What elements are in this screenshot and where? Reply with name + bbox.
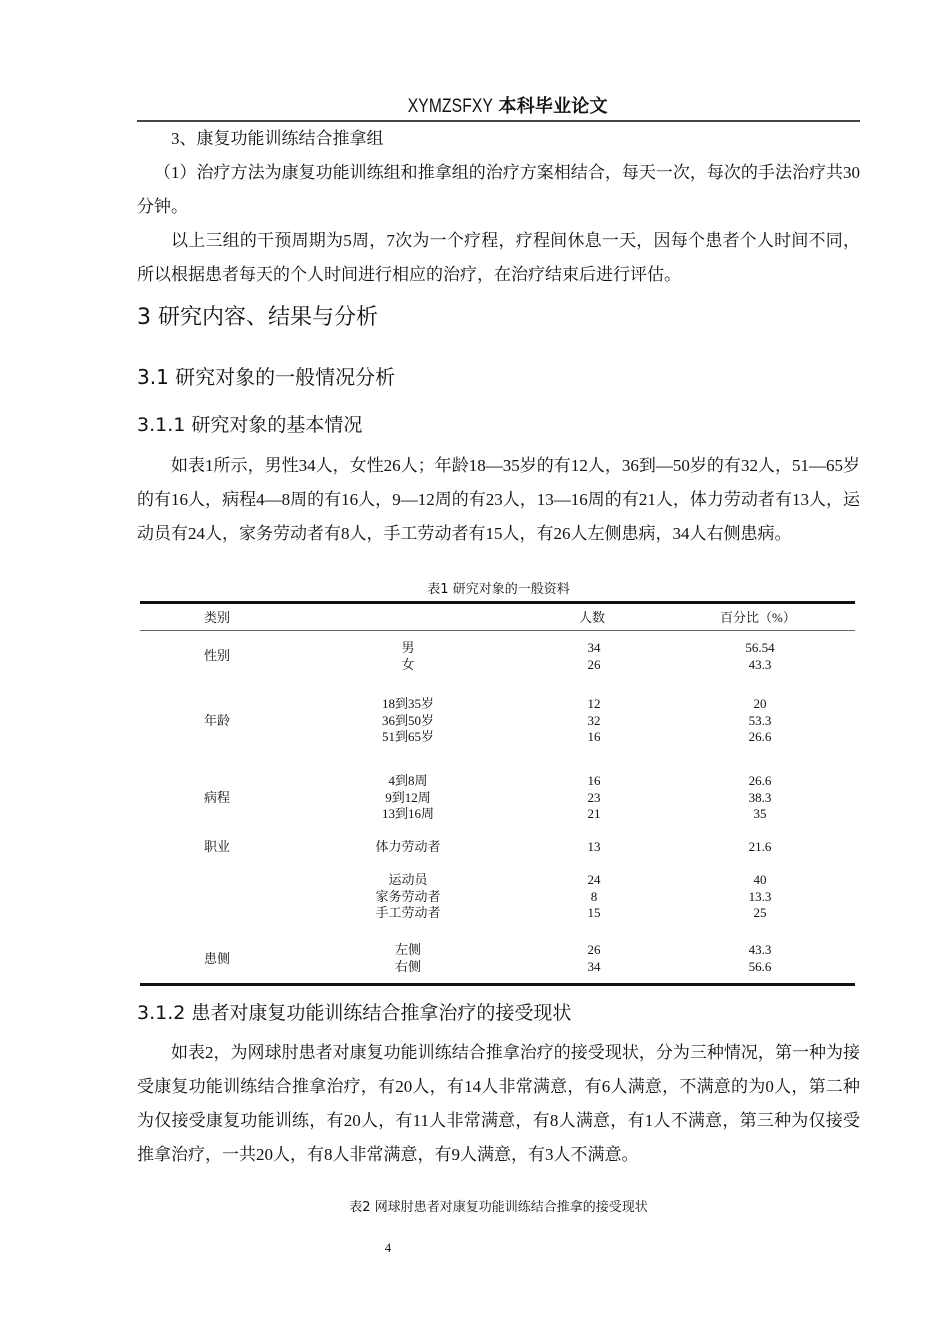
item-cell: 左侧	[394, 942, 421, 957]
section-intro	[137, 122, 860, 292]
percent-cell: 56.54	[745, 640, 775, 655]
percent-cell: 53.3	[748, 712, 772, 728]
count-column	[554, 942, 634, 975]
item-cell: 9到12周	[385, 789, 431, 805]
percent-column	[710, 839, 810, 856]
percent-column	[710, 872, 810, 922]
paragraph-text: 如表1所示，男性34人，女性26人；年龄18—35岁的有12人，36到—50岁的有32人，51—65岁的有16人，病程4—8周的有16人，9—12周的有23人，13—16周的有21人，体力劳动者有13人，运动员有24人，家务劳动者有8人，手工劳动者有15人，有26人左侧患病，34人右侧患病。	[137, 456, 860, 543]
percent-cell: 40	[753, 872, 767, 887]
table-top-rule	[140, 601, 855, 604]
header-category: 类别	[204, 610, 231, 625]
heading-section-3-1-1: 3.1.1 研究对象的基本情况	[137, 414, 363, 436]
table2-caption: 表2 网球肘患者对康复功能训练结合推拿的接受现状	[349, 1200, 648, 1215]
percent-cell: 20	[753, 696, 767, 711]
percent-column	[710, 696, 810, 746]
category-label: 性别	[204, 648, 231, 663]
count-cell: 23	[587, 789, 601, 805]
percent-cell: 26.6	[748, 773, 772, 788]
item-cell: 女	[401, 656, 415, 672]
header-percent: 百分比（%）	[720, 610, 796, 625]
count-cell: 16	[587, 773, 601, 788]
paragraph-text: 如表2，为网球肘患者对康复功能训练结合推拿治疗的接受现状，分为三种情况，第一种为接受康复功能训练结合推拿治疗，有20人，有14人非常满意，有6人满意，不满意的为0人，第二种为仅接受康复功能训练，有20人，有11人非常满意，有8人满意，有1人不满意，第三种为仅接受推拿治疗，一共20人，有8人非常满意，有9人满意，有3人不满意。	[137, 1043, 860, 1164]
header-count: 人数	[579, 610, 606, 625]
header-latin: XYMZSFXY	[408, 96, 494, 117]
heading-section-3-1: 3.1 研究对象的一般情况分析	[137, 365, 396, 389]
count-cell: 32	[587, 712, 601, 728]
item-cell: 手工劳动者	[375, 905, 441, 920]
item-cell: 4到8周	[388, 773, 428, 788]
item-column	[348, 872, 468, 922]
item-cell: 运动员	[388, 872, 428, 887]
item-cell: 13到16周	[381, 806, 434, 821]
percent-cell: 43.3	[748, 942, 772, 957]
count-cell: 12	[587, 696, 601, 711]
header-title: 本科毕业论文	[498, 96, 608, 117]
item-cell: 右侧	[394, 958, 421, 974]
count-cell: 26	[587, 942, 601, 957]
item-column	[348, 696, 468, 746]
category-label: 病程	[204, 790, 231, 805]
count-column	[554, 640, 634, 673]
item-cell: 家务劳动者	[375, 888, 441, 904]
count-cell: 34	[587, 640, 601, 655]
percent-cell: 26.6	[748, 729, 772, 744]
table1-caption: 表1 研究对象的一般资料	[427, 582, 570, 597]
item-paragraph: （1）治疗方法为康复功能训练组和推拿组的治疗方案相结合，每天一次，每次的手法治疗共30分钟。	[137, 163, 860, 216]
category-label: 职业	[204, 839, 231, 854]
item-column	[348, 942, 468, 975]
page-number: 4	[384, 1240, 392, 1255]
count-cell: 24	[587, 872, 601, 887]
item-column	[348, 773, 468, 823]
heading-section-3-1-2: 3.1.2 患者对康复功能训练结合推拿治疗的接受现状	[137, 1002, 572, 1024]
count-column	[554, 696, 634, 746]
count-cell: 16	[587, 729, 601, 744]
percent-cell: 43.3	[748, 656, 772, 672]
count-cell: 26	[587, 656, 601, 672]
percent-column	[710, 942, 810, 975]
running-header	[137, 92, 860, 121]
item-cell: 51到65岁	[381, 729, 434, 744]
percent-cell: 35	[753, 806, 767, 821]
percent-cell: 38.3	[748, 789, 772, 805]
item-cell: 男	[401, 640, 415, 655]
item-cell: 体力劳动者	[375, 839, 441, 854]
percent-column	[710, 773, 810, 823]
percent-column	[710, 640, 810, 673]
table-header-rule	[140, 630, 855, 631]
count-cell: 8	[590, 888, 598, 904]
category-label: 年龄	[204, 713, 231, 728]
heading-section-3: 3 研究内容、结果与分析	[137, 305, 378, 330]
count-cell: 15	[587, 905, 601, 920]
count-cell: 34	[587, 958, 601, 974]
summary-paragraph: 以上三组的干预周期为5周，7次为一个疗程，疗程间休息一天，因每个患者个人时间不同，所以根据患者每天的个人时间进行相应的治疗，在治疗结束后进行评估。	[137, 231, 860, 284]
percent-cell: 25	[753, 905, 767, 920]
table-bottom-rule	[140, 983, 855, 986]
percent-cell: 21.6	[748, 839, 772, 854]
paragraph-basic-info	[137, 449, 860, 551]
item-column	[348, 640, 468, 673]
paragraph-acceptance	[137, 1036, 860, 1172]
item-cell: 18到35岁	[381, 696, 434, 711]
item-title: 3、康复功能训练结合推拿组	[171, 129, 384, 148]
count-cell: 21	[587, 806, 601, 821]
item-cell: 36到50岁	[381, 712, 434, 728]
count-column	[554, 773, 634, 823]
percent-cell: 13.3	[748, 888, 772, 904]
item-column	[348, 839, 468, 856]
count-column	[554, 839, 634, 856]
count-cell: 13	[587, 839, 601, 854]
category-label: 患侧	[204, 951, 231, 966]
percent-cell: 56.6	[748, 958, 772, 974]
count-column	[554, 872, 634, 922]
